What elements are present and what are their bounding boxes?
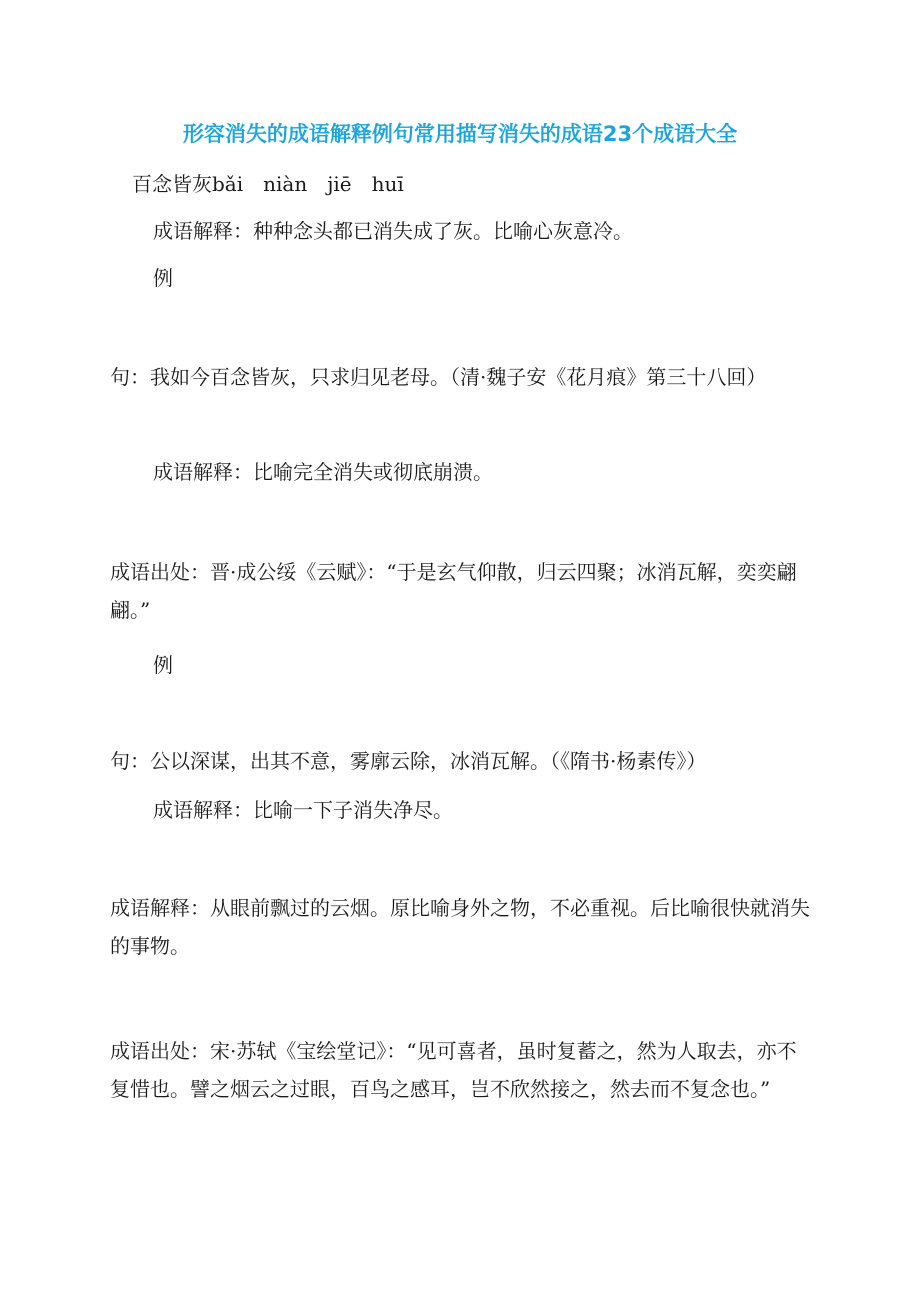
idiom-explanation: 成语解释：比喻完全消失或彻底崩溃。	[153, 460, 493, 484]
idiom-source: 成语出处：晋·成公绥《云赋》：“于是玄气仰散，归云四聚；冰消瓦解，奕奕翩翩。”	[110, 560, 797, 622]
idiom-source: 成语出处：宋·苏轼《宝绘堂记》：“见可喜者，虽时复蓄之，然为人取去，亦不复惜也。譬之烟云之过眼，百鸟之感耳，岂不欣然接之，然去而不复念也。”	[110, 1039, 797, 1101]
idiom-explanation: 成语解释：从眼前飘过的云烟。原比喻身外之物，不必重视。后比喻很快就消失的事物。	[110, 896, 810, 958]
idiom-explanation: 成语解释：种种念头都已消失成了灰。比喻心灰意冷。	[153, 219, 633, 243]
example-label: 例	[153, 266, 173, 290]
example-sentence: 句：公以深谋，出其不意，雾廓云除，冰消瓦解。（《隋书·杨素传》）	[110, 749, 707, 773]
idiom-heading: 百念皆灰bǎi niàn jiē huī	[132, 172, 404, 196]
example-label: 例	[153, 653, 173, 677]
document-title: 形容消失的成语解释例句常用描写消失的成语23个成语大全	[182, 122, 738, 146]
example-sentence: 句：我如今百念皆灰，只求归见老母。（清·魏子安《花月痕》第三十八回）	[110, 365, 767, 389]
idiom-explanation: 成语解释：比喻一下子消失净尽。	[153, 798, 453, 822]
